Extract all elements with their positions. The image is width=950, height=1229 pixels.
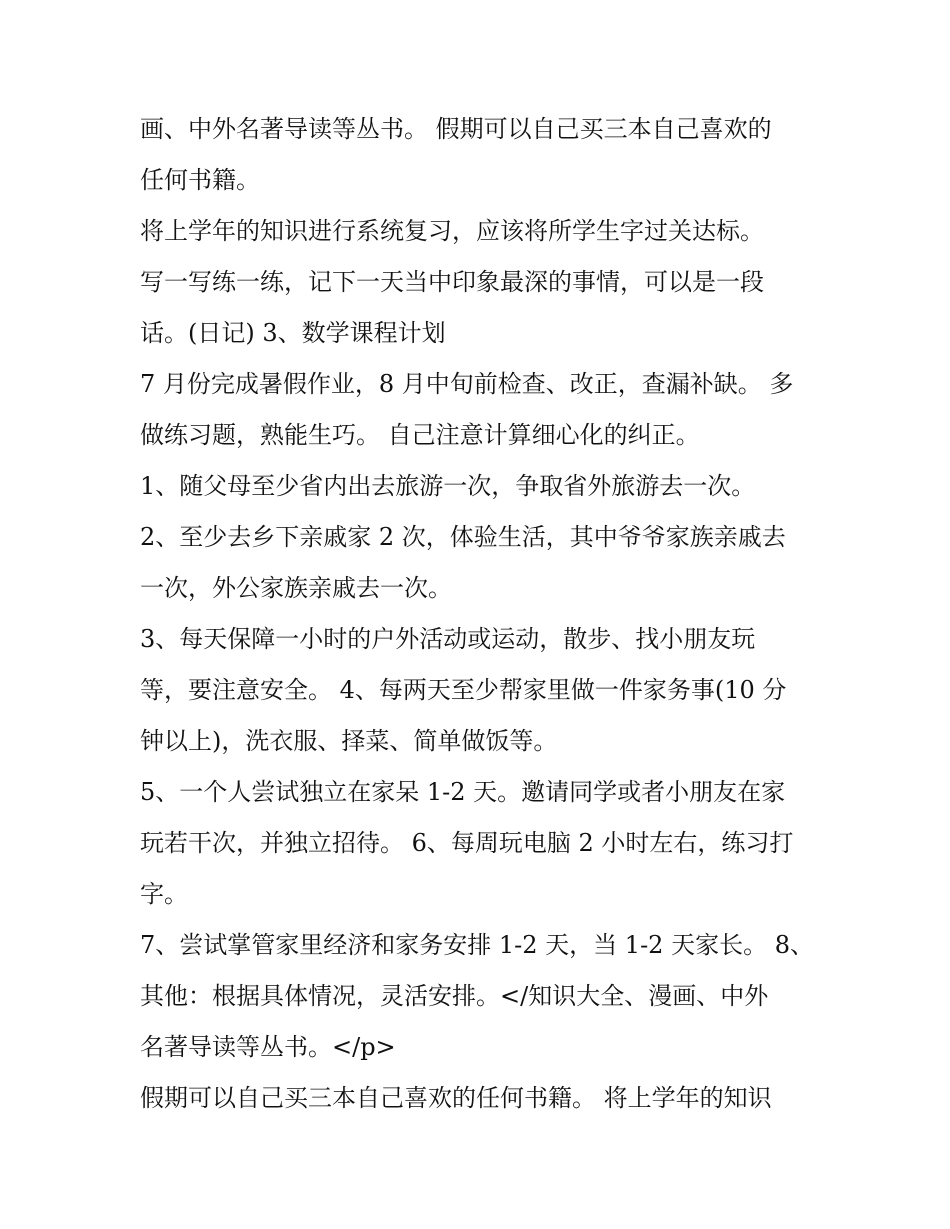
text-line: 假期可以自己买三本自己喜欢的任何书籍。 将上学年的知识 [140, 1084, 772, 1112]
text-line: 写一写练一练，记下一天当中印象最深的事情，可以是一段 [140, 268, 764, 296]
text-line: 将上学年的知识进行系统复习，应该将所学生字过关达标。 [140, 217, 764, 245]
text-line: 3、每天保障一小时的户外活动或运动，散步、找小朋友玩 [140, 625, 756, 653]
text-line: 等，要注意安全。 4、每两天至少帮家里做一件家务事(10 分 [140, 676, 787, 704]
text-line: 7、尝试掌管家里经济和家务安排 1-2 天，当 1-2 天家长。 8、 [140, 931, 814, 959]
text-line: 7 月份完成暑假作业，8 月中旬前检查、改正，查漏补缺。 多 [140, 370, 794, 398]
text-line: 任何书籍。 [140, 166, 260, 194]
text-line: 做练习题，熟能生巧。 自己注意计算细心化的纠正。 [140, 421, 700, 449]
text-line: 话。(日记) 3、数学课程计划 [140, 319, 446, 347]
document-body [140, 104, 812, 1124]
text-line: 钟以上)，洗衣服、择菜、简单做饭等。 [140, 727, 558, 755]
text-line: 1、随父母至少省内出去旅游一次，争取省外旅游去一次。 [140, 472, 756, 500]
text-line: 字。 [140, 880, 188, 908]
text-line: 名著导读等丛书。</p> [140, 1033, 396, 1061]
text-line: 2、至少去乡下亲戚家 2 次，体验生活，其中爷爷家族亲戚去 [140, 523, 786, 551]
text-line: 其他：根据具体情况，灵活安排。</知识大全、漫画、中外 [140, 982, 769, 1010]
text-line: 一次，外公家族亲戚去一次。 [140, 574, 452, 602]
text-line: 画、中外名著导读等丛书。 假期可以自己买三本自己喜欢的 [140, 115, 772, 143]
text-line: 玩若干次，并独立招待。 6、每周玩电脑 2 小时左右，练习打 [140, 829, 794, 857]
text-line: 5、一个人尝试独立在家呆 1-2 天。邀请同学或者小朋友在家 [140, 778, 786, 806]
